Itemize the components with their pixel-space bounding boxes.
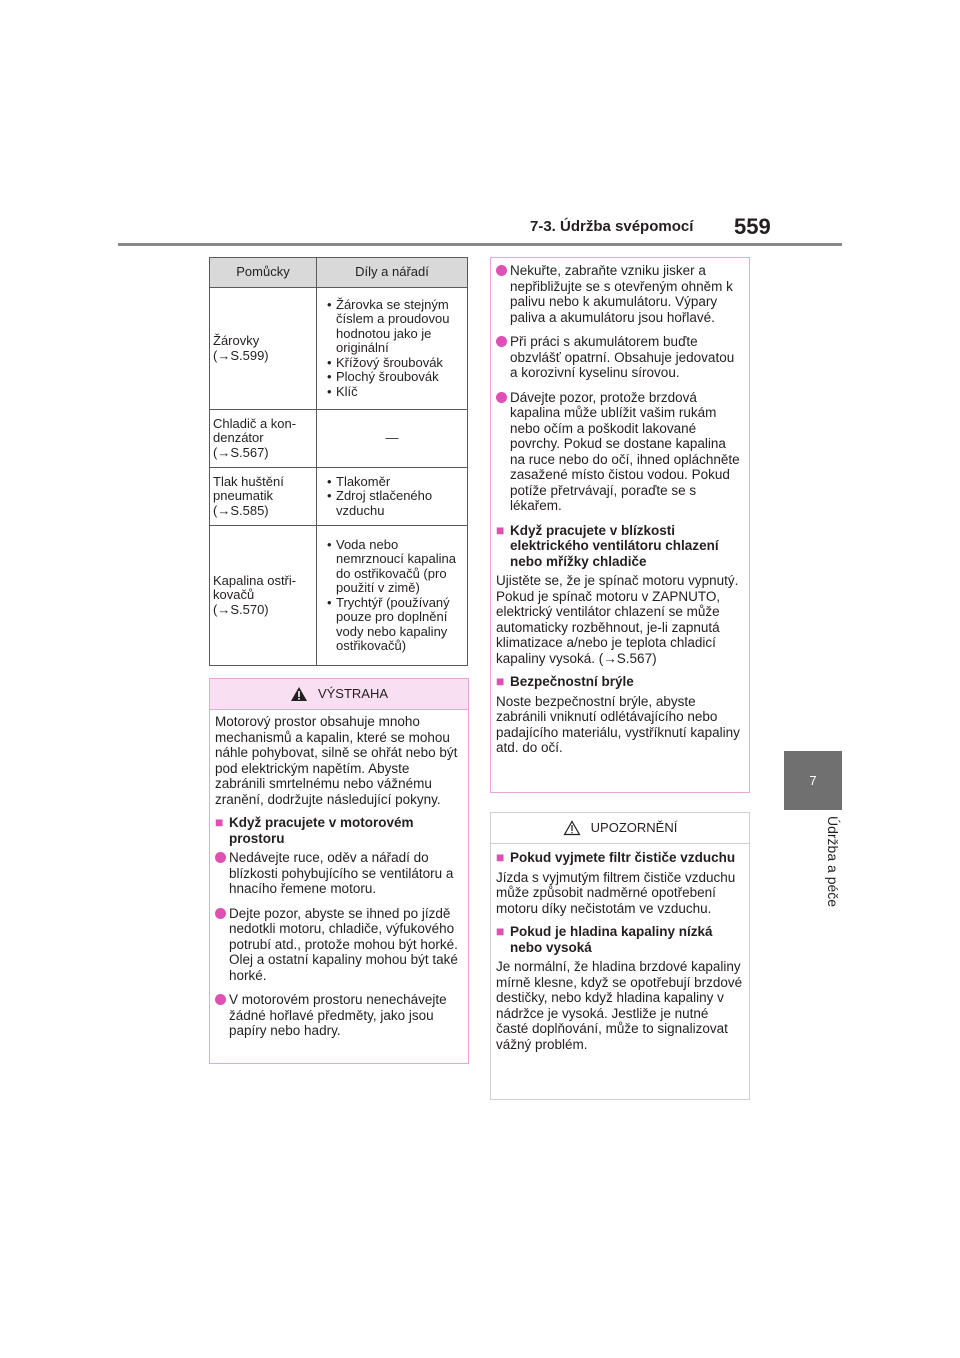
section-text: Jízda s vyjmutým filtrem čističe vzduchu může způsobit nadměrné opotřebení motoru díky nečistotám ve vzduchu. [496,869,736,916]
warning-box [209,678,469,1064]
square-bullet-icon: ■ [496,849,505,865]
header-tools: Pomůcky [210,258,317,288]
list-item: • Klíč [320,385,464,400]
header-parts: Díly a nářadí [317,258,468,288]
tool-cell: Chladič a kon- denzátor (→S.567) [210,410,317,468]
parts-cell: — [317,410,468,468]
circle-bullet-icon [215,852,226,863]
notice-header [491,813,749,844]
notice-title: UPOZORNĚNÍ [590,820,678,836]
parts-cell [317,468,468,526]
section-heading: ■ Bezpečnostní brýle [496,673,634,689]
square-bullet-icon: ■ [496,923,505,939]
list-item: Dejte pozor, abyste se ihned po jízdě nedotkli motoru, chladiče, výfukového potrubí atd., protože mohou být horké. Olej a ostatní kapaliny mohou být také horké. [215,906,463,984]
list-item: V motorovém prostoru nenechávejte žádné hořlavé předměty, jako jsou papíry nebo hadry. [215,992,463,1039]
page-number: 559 [734,214,771,239]
chapter-tab[interactable] [784,751,842,810]
table-row [210,468,468,526]
circle-bullet-icon [215,994,226,1005]
header-rule [118,243,842,246]
warning-continued-box [490,257,750,793]
section-title: 7-3. Údržba svépomocí [530,218,694,235]
caution-triangle-icon [563,820,581,836]
chapter-label: Údržba a péče [825,816,841,908]
circle-bullet-icon [496,336,507,347]
circle-bullet-icon [496,392,507,403]
tool-cell: Kapalina ostři- kovačů (→S.570) [210,526,317,666]
list-item: • Křížový šroubovák [320,356,464,371]
section-heading: ■ Když pracujete v blízkosti elektrického ventilátoru chlazení nebo mřížky chladiče [496,521,719,569]
warning-triangle-icon [290,686,308,702]
section-heading: ■ Když pracujete v motorovém prostoru [215,814,414,846]
circle-bullet-icon [215,908,226,919]
section-text: Noste bezpečnostní brýle, abyste zabránili vniknutí odlétávajícího nebo padajícího materiálu, vystříknutí kapaliny atd. do očí. [496,693,740,755]
tool-cell: Tlak huštění pneumatik (→S.585) [210,468,317,526]
tools-table [209,257,468,666]
table-header-row [210,258,468,288]
list-item: • Zdroj stlačeného vzduchu [320,489,464,518]
notice-box [490,812,750,1100]
list-item: Nedávejte ruce, oděv a nářadí do blízkosti pohybujícího se ventilátoru a hnacího řemene motoru. [215,850,463,897]
warning-title: VÝSTRAHA [317,686,389,702]
tool-cell: Žárovky (→S.599) [210,288,317,410]
list-item: Dávejte pozor, protože brzdová kapalina může ublížit vašim rukám nebo očím a poškodit lakované povrchy. Pokud se dostane kapalina na ruce nebo do očí, ihned opláchněte zasažené místo čistou vodou. Pokud potíže přetrvávají, poraďte se s lékařem. [496,390,744,514]
square-bullet-icon: ■ [215,814,224,830]
chapter-number: 7 [809,773,817,788]
table-row [210,526,468,666]
list-item: • Voda nebo nemrznoucí kapalina do ostřikovačů (pro použití v zimě) [320,538,464,596]
parts-cell [317,288,468,410]
table-row [210,410,468,468]
list-item: Nekuřte, zabraňte vzniku jisker a nepřibližujte se s otevřeným ohněm k palivu nebo k akumulátoru. Výpary paliva a akumulátoru jsou hořlavé. [496,263,744,325]
list-item: Při práci s akumulátorem buďte obzvlášť opatrní. Obsahuje jedovatou a korozivní kyselinu sírovou. [496,334,744,381]
section-text: Ujistěte se, že je spínač motoru vypnutý. Pokud je spínač motoru v ZAPNUTO, elektrický ventilátor chlazení se může automaticky rozběhnout, je-li zapnutá klimatizace a/nebo je teplota chladicí kapaliny vysoká. (→S.567) [496,573,739,666]
circle-bullet-icon [496,265,507,276]
table-row [210,288,468,410]
list-item: • Tlakoměr [320,475,464,490]
section-heading: ■ Pokud je hladina kapaliny nízká nebo vysoká [496,923,713,955]
list-item: • Žárovka se stejným číslem a proudovou hodnotou jako je originální [320,298,464,356]
section-heading: ■ Pokud vyjmete filtr čističe vzduchu [496,849,736,865]
section-text: Je normální, že hladina brzdové kapaliny mírně klesne, když se opotřebují brzdové destičky, nebo když hladina kapaliny v nádržce je vysoká. Jestliže je nutné časté doplňování, může to signalizovat vážný problém. [496,959,743,1052]
warning-intro: Motorový prostor obsahuje mnoho mechanismů a kapalin, které se mohou náhle pohybovat, silně se ohřát nebo být pod elektrickým napětím. Abyste zabránili smrtelnému nebo vážnému zranění, dodržujte následující pokyny. [215,714,458,807]
warning-header [210,679,468,710]
list-item: • Trychtýř (používaný pouze pro doplnění vody nebo kapaliny ostřikovačů) [320,596,464,654]
square-bullet-icon: ■ [496,521,505,538]
parts-cell [317,526,468,666]
square-bullet-icon: ■ [496,673,505,689]
list-item: • Plochý šroubovák [320,370,464,385]
